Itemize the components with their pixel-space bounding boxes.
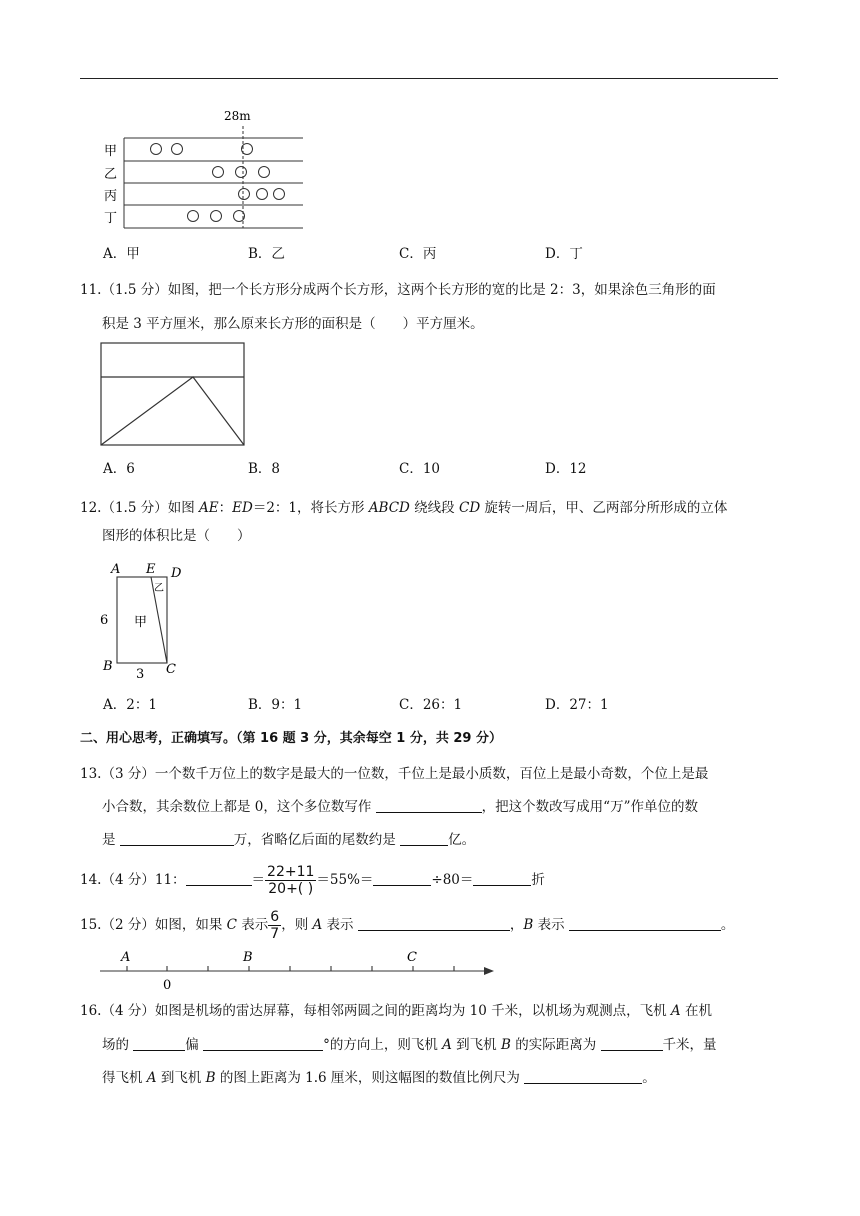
q14-text: ＝ bbox=[251, 872, 266, 888]
q16-text: 千米，量 bbox=[662, 1037, 717, 1053]
q11-stem-line1: 11.（1.5 分）如图，把一个长方形分成两个长方形，这两个长方形的宽的比是 2：3，如果涂色三角形的面 bbox=[80, 282, 716, 298]
q13-text: 亿。 bbox=[448, 832, 476, 848]
q15-var-c: C bbox=[226, 917, 237, 933]
q12-option-c: C．26：1 bbox=[399, 697, 463, 713]
q15-blank-a[interactable] bbox=[358, 916, 510, 931]
q16-var-a: A bbox=[670, 1003, 681, 1019]
q14-text: ÷80＝ bbox=[431, 872, 474, 888]
q12-option-b: B．9：1 bbox=[248, 697, 303, 713]
q11-rectangle-figure bbox=[100, 342, 246, 447]
q12-option-a: A．2：1 bbox=[103, 697, 157, 713]
q16-var-b: B bbox=[500, 1037, 511, 1053]
q16-text: 得飞机 bbox=[102, 1070, 147, 1086]
q11-option-b: B．8 bbox=[248, 461, 281, 477]
q12-var-ed: ED bbox=[232, 500, 253, 516]
q12-stem-line2: 图形的体积比是（ ） bbox=[102, 528, 251, 544]
q13-text: ，把这个数改写成用“万”作单位的数 bbox=[481, 799, 698, 815]
q16-text: 。 bbox=[642, 1070, 656, 1086]
q15-text: ，则 bbox=[281, 917, 313, 933]
q12-var-abcd: ABCD bbox=[368, 500, 410, 516]
q14-blank-3[interactable] bbox=[473, 871, 531, 886]
q13-stem-line1: 13.（3 分）一个数千万位上的数字是最大的一位数，千位上是最小质数，百位上是最小奇数，个位上是最 bbox=[80, 766, 709, 782]
q14-text: ＝55%＝ bbox=[316, 872, 374, 888]
header-rule bbox=[80, 78, 778, 79]
lane-label-yi: 乙 bbox=[104, 167, 118, 182]
q12-label-c: C bbox=[166, 662, 176, 677]
lane-label-ding: 丁 bbox=[104, 211, 118, 226]
q14-stem bbox=[80, 864, 545, 897]
q15-text: 表示 bbox=[322, 917, 358, 933]
q16-blank-distance[interactable] bbox=[601, 1036, 663, 1051]
race-figure bbox=[100, 104, 310, 232]
q12-label-e: E bbox=[146, 562, 156, 577]
q15-fraction bbox=[268, 909, 281, 942]
q16-text: 到飞机 bbox=[156, 1070, 206, 1086]
q13-blank-yi[interactable] bbox=[400, 831, 448, 846]
q12-rectangle-figure bbox=[96, 560, 196, 682]
q12-text: 旋转一周后，甲、乙两部分所形成的立体 bbox=[480, 500, 728, 516]
q16-blank-angle[interactable] bbox=[203, 1036, 323, 1051]
q13-stem-line3 bbox=[102, 830, 475, 850]
q12-text: ＝2：1，将长方形 bbox=[252, 500, 369, 516]
q16-text: 到飞机 bbox=[451, 1037, 501, 1053]
q12-text: 绕线段 bbox=[409, 500, 459, 516]
q11-option-c: C．10 bbox=[399, 461, 441, 477]
q16-var-a: A bbox=[146, 1070, 157, 1086]
label-28m: 28m bbox=[224, 109, 251, 123]
q16-stem-line2 bbox=[102, 1035, 717, 1055]
q16-var-b: B bbox=[205, 1070, 216, 1086]
section-2-heading: 二、用心思考，正确填写。（第 16 题 3 分，其余每空 1 分，共 29 分） bbox=[80, 731, 502, 746]
q15-text: 15.（2 分）如图，如果 bbox=[80, 917, 227, 933]
q14-fraction-denominator: 20+( ) bbox=[268, 881, 314, 897]
q10-option-a: A．甲 bbox=[103, 246, 140, 262]
q10-option-c: C．丙 bbox=[399, 246, 437, 262]
q13-text: 是 bbox=[102, 832, 120, 848]
q12-label-b: B bbox=[103, 659, 113, 674]
q14-text: 14.（4 分）11： bbox=[80, 872, 186, 888]
q15-number-line bbox=[96, 947, 500, 993]
q13-stem-line2 bbox=[102, 797, 698, 817]
q11-option-a: A．6 bbox=[103, 461, 135, 477]
q10-option-d: D．丁 bbox=[545, 246, 583, 262]
numberline-label-b: B bbox=[243, 950, 253, 965]
q16-stem-line1 bbox=[80, 1001, 712, 1021]
q14-fraction-numerator: 22+11 bbox=[267, 864, 315, 880]
q14-blank-1[interactable] bbox=[186, 871, 252, 886]
numberline-label-a: A bbox=[121, 950, 131, 965]
q15-blank-b[interactable] bbox=[569, 916, 721, 931]
q11-option-d: D．12 bbox=[545, 461, 587, 477]
q12-var-ae: AE bbox=[199, 500, 219, 516]
q15-text: 表示 bbox=[237, 917, 269, 933]
q15-var-a: A bbox=[312, 917, 323, 933]
q16-text: 16.（4 分）如图是机场的雷达屏幕，每相邻两圆之间的距离均为 10 千米，以机场为观测点，飞机 bbox=[80, 1003, 671, 1019]
q16-text: 的实际距离为 bbox=[510, 1037, 601, 1053]
q14-text: 折 bbox=[531, 872, 545, 888]
numberline-label-zero: 0 bbox=[163, 978, 172, 993]
q15-fraction-denominator: 7 bbox=[270, 926, 280, 942]
q16-var-a: A bbox=[442, 1037, 452, 1053]
q13-text: 小合数，其余数位上都是 0，这个多位数写作 bbox=[102, 799, 376, 815]
q12-stem-line1 bbox=[80, 498, 727, 518]
q12-label-yi: 乙 bbox=[154, 583, 164, 594]
q16-text: °的方向上，则飞机 bbox=[323, 1037, 443, 1053]
lane-label-bing: 丙 bbox=[104, 189, 118, 204]
q15-stem bbox=[80, 909, 734, 942]
q16-blank-scale[interactable] bbox=[524, 1069, 642, 1084]
q16-stem-line3 bbox=[102, 1068, 656, 1088]
q16-text: 在机 bbox=[680, 1003, 712, 1019]
q16-text: 偏 bbox=[185, 1037, 204, 1053]
q15-fraction-numerator: 6 bbox=[270, 909, 280, 925]
lane-label-jia: 甲 bbox=[104, 144, 118, 159]
q16-text: 场的 bbox=[102, 1037, 134, 1053]
q14-fraction bbox=[265, 864, 316, 897]
q13-blank-number[interactable] bbox=[376, 798, 482, 813]
q12-text: 12.（1.5 分）如图 bbox=[80, 500, 200, 516]
q15-text: ， bbox=[509, 917, 524, 933]
q14-blank-2[interactable] bbox=[373, 871, 431, 886]
q12-var-cd: CD bbox=[458, 500, 481, 516]
numberline-label-c: C bbox=[407, 950, 417, 965]
q12-label-jia: 甲 bbox=[134, 615, 148, 630]
q12-option-d: D．27：1 bbox=[545, 697, 609, 713]
q11-stem-line2: 积是 3 平方厘米，那么原来长方形的面积是（ ）平方厘米。 bbox=[102, 316, 484, 332]
q12-label-side-6: 6 bbox=[100, 613, 109, 628]
q12-label-bottom-3: 3 bbox=[136, 667, 145, 682]
q12-label-a: A bbox=[111, 562, 121, 577]
q13-text: 万，省略亿后面的尾数约是 bbox=[233, 832, 401, 848]
q15-text: 。 bbox=[720, 917, 735, 933]
q15-text: 表示 bbox=[533, 917, 569, 933]
q12-text: ： bbox=[218, 500, 233, 516]
q16-text: 的图上距离为 1.6 厘米，则这幅图的数值比例尺为 bbox=[215, 1070, 525, 1086]
q15-var-b: B bbox=[523, 917, 534, 933]
q12-label-d: D bbox=[171, 566, 182, 581]
q13-blank-wan[interactable] bbox=[120, 831, 234, 846]
q10-option-b: B．乙 bbox=[248, 246, 285, 262]
q16-blank-direction[interactable] bbox=[133, 1036, 185, 1051]
